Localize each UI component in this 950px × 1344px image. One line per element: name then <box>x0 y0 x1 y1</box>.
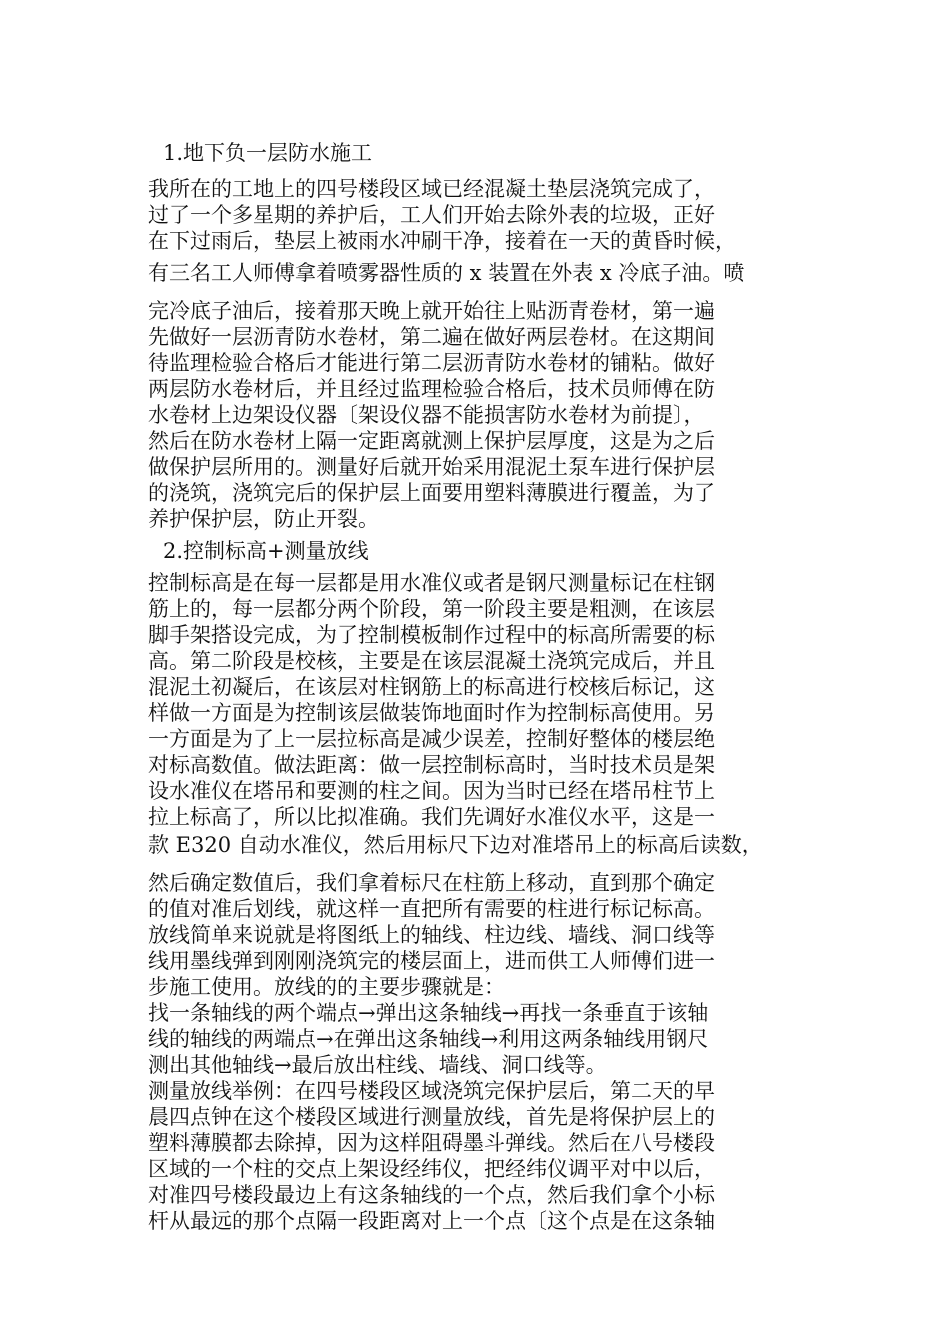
section-heading-elevation <box>163 535 369 565</box>
text-line: 的值对准后划线，就这样一直把所有需要的柱进行标记标高。 <box>148 897 715 921</box>
text-line: 筋上的，每一层都分两个阶段，第一阶段主要是粗测，在该层 <box>148 597 715 621</box>
text-line: 对准四号楼段最边上有这条轴线的一个点，然后我们拿个小标 <box>148 1183 715 1207</box>
text-line: 一方面是为了上一层拉标高是减少误差，控制好整体的楼层绝 <box>148 727 715 751</box>
text-line: 找一条轴线的两个端点→弹出这条轴线→再找一条垂直于该轴 <box>148 1001 709 1025</box>
paragraph-waterproofing-line <box>148 258 808 288</box>
text-line: 对标高数值。做法距离：做一层控制标高时，当时技术员是架 <box>148 753 715 777</box>
text-line: 款 E320 自动水准仪，然后用标尺下边对准塔吊上的标高后读数， <box>148 833 763 857</box>
text-line: 高。第二阶段是校核，主要是在该层混凝土浇筑完成后，并且 <box>148 649 715 673</box>
text-line: 杆从最远的那个点隔一段距离对上一个点〔这个点是在这条轴 <box>148 1209 715 1233</box>
text-line: 混泥土初凝后，在该层对柱钢筋上的标高进行校核后标记，这 <box>148 675 715 699</box>
text-line: 晨四点钟在这个楼段区域进行测量放线，首先是将保护层上的 <box>148 1105 715 1129</box>
text-line: 有三名工人师傅拿着喷雾器性质的 x 装置在外表 x 冷底子油。喷 <box>148 261 745 285</box>
text-line: 做保护层所用的。测量好后就开始采用混泥土泵车进行保护层 <box>148 455 715 479</box>
paragraph-waterproofing-body <box>148 298 808 532</box>
text-line: 设水准仪在塔吊和要测的柱之间。因为当时已经在塔吊柱节上 <box>148 779 715 803</box>
text-line: 样做一方面是为控制该层做装饰地面时作为控制标高使用。另 <box>148 701 715 725</box>
section-heading-text: 2.控制标高+测量放线 <box>163 539 369 563</box>
text-line: 养护保护层，防止开裂。 <box>148 507 379 531</box>
paragraph-elevation-line <box>148 830 808 860</box>
text-line: 然后确定数值后，我们拿着标尺在柱筋上移动，直到那个确定 <box>148 871 715 895</box>
paragraph-waterproofing-intro <box>148 176 808 254</box>
text-line: 然后在防水卷材上隔一定距离就测上保护层厚度，这是为之后 <box>148 429 715 453</box>
text-line: 区域的一个柱的交点上架设经纬仪，把经纬仪调平对中以后， <box>148 1157 715 1181</box>
section-heading-waterproofing <box>163 137 372 167</box>
paragraph-elevation-control <box>148 570 808 830</box>
text-line: 线用墨线弹到刚刚浇筑完的楼层面上，进而供工人师傅们进一 <box>148 949 715 973</box>
text-line: 控制标高是在每一层都是用水准仪或者是钢尺测量标记在柱钢 <box>148 571 715 595</box>
text-line: 先做好一层沥青防水卷材，第二遍在做好两层卷材。在这期间 <box>148 325 715 349</box>
text-line: 过了一个多星期的养护后，工人们开始去除外表的垃圾，正好 <box>148 203 715 227</box>
section-heading-text: 1.地下负一层防水施工 <box>163 141 373 165</box>
text-line: 我所在的工地上的四号楼段区域已经混凝土垫层浇筑完成了， <box>148 177 715 201</box>
text-line: 步施工使用。放线的的主要步骤就是： <box>148 975 505 999</box>
text-line: 脚手架搭设完成，为了控制模板制作过程中的标高所需要的标 <box>148 623 715 647</box>
text-line: 拉上标高了，所以比拟准确。我们先调好水准仪水平，这是一 <box>148 805 715 829</box>
text-line: 测量放线举例：在四号楼段区域浇筑完保护层后，第二天的早 <box>148 1079 715 1103</box>
text-line: 线的轴线的两端点→在弹出这条轴线→利用这两条轴线用钢尺 <box>148 1027 709 1051</box>
text-line: 完冷底子油后，接着那天晚上就开始往上贴沥青卷材，第一遍 <box>148 299 715 323</box>
text-line: 水卷材上边架设仪器〔架设仪器不能损害防水卷材为前提〕， <box>148 403 705 427</box>
text-line: 两层防水卷材后，并且经过监理检验合格后，技术员师傅在防 <box>148 377 715 401</box>
text-line: 待监理检验合格后才能进行第二层沥青防水卷材的铺粘。做好 <box>148 351 715 375</box>
text-line: 放线简单来说就是将图纸上的轴线、柱边线、墙线、洞口线等 <box>148 923 715 947</box>
text-line: 测出其他轴线→最后放出柱线、墙线、洞口线等。 <box>148 1053 607 1077</box>
paragraph-layout-lines <box>148 870 808 1234</box>
text-line: 在下过雨后，垫层上被雨水冲刷干净，接着在一天的黄昏时候， <box>148 229 736 253</box>
text-line: 塑料薄膜都去除掉，因为这样阻碍墨斗弹线。然后在八号楼段 <box>148 1131 715 1155</box>
text-line: 的浇筑，浇筑完后的保护层上面要用塑料薄膜进行覆盖，为了 <box>148 481 715 505</box>
